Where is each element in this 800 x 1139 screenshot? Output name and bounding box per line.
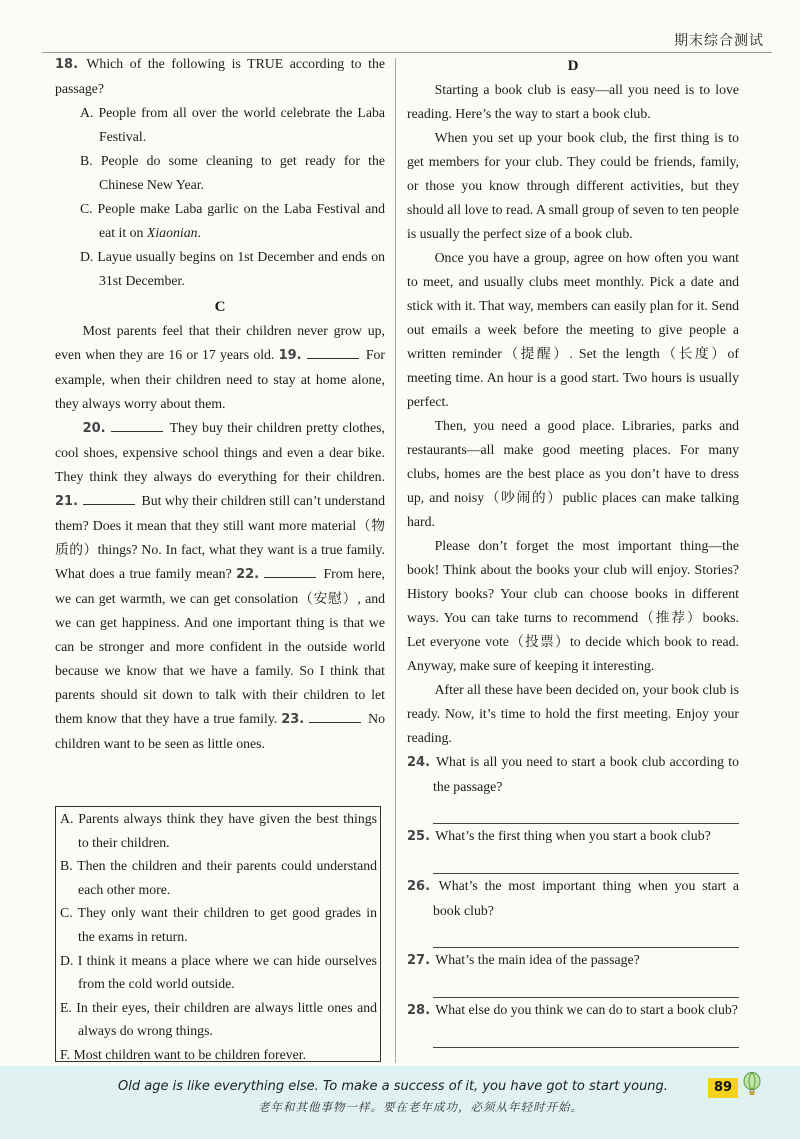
passage-c-paragraph-2 <box>55 416 385 756</box>
passage-text: They buy their children pretty clothes, cool shoes, expensive school things and even a dear bike. They think they always do everything for their children. <box>55 420 385 484</box>
box-option-c: C. They only want their children to get good grades in the exams in return. <box>60 905 377 944</box>
answer-line-25[interactable] <box>433 857 739 874</box>
passage-d-paragraph-5: Please don’t forget the most important thing—the book! Think about the books your club will enjoy. Stories? History books? Your club can choose books in different ways. You can take turns to recommend（推荐）books. Let everyone vote（投票）to decide which book to read. Anyway, make sure of keeping it interesting. <box>407 538 739 673</box>
question-number: 25. <box>407 829 431 844</box>
question-number: 18. <box>55 57 79 72</box>
answer-options-box <box>55 806 381 1062</box>
question-number: 27. <box>407 953 431 968</box>
passage-text: But why their children still can’t understand them? Does it mean that they still want more material（物质的）things? No. In fact, what they want is a true family. What does a true family mean? <box>55 493 385 581</box>
question-text: What’s the most important thing when you start a book club? <box>433 878 739 918</box>
answer-line-28[interactable] <box>433 1031 739 1048</box>
question-18 <box>55 52 385 101</box>
blank-number-19: 19. <box>278 348 302 363</box>
answer-line-26[interactable] <box>433 931 739 948</box>
box-option-b: B. Then the children and their parents could understand each other more. <box>60 858 377 897</box>
question-27 <box>407 948 739 998</box>
option-c-end: . <box>197 225 201 240</box>
column-divider <box>395 58 396 1063</box>
passage-text: Most parents feel that their children never grow up, even when they are 16 or 17 years old. <box>55 323 385 362</box>
box-option-d: D. I think it means a place where we can hide ourselves from the cold world outside. <box>60 952 377 992</box>
question-text: What is all you need to start a book club according to the passage? <box>433 754 739 794</box>
question-25 <box>407 824 739 874</box>
blank-20[interactable] <box>111 418 163 432</box>
option-b: B. People do some cleaning to get ready for the Chinese New Year. <box>80 153 385 192</box>
option-a: A. People from all over the world celebrate the Laba Festival. <box>80 105 385 144</box>
passage-c-paragraph-1 <box>55 319 385 416</box>
blank-number-22: 22. <box>236 567 260 582</box>
passage-d-paragraph-6: After all these have been decided on, your book club is ready. Now, it’s time to hold the first meeting. Enjoy your reading. <box>407 682 739 745</box>
question-text: What’s the first thing when you start a book club? <box>435 828 711 843</box>
blank-19[interactable] <box>307 345 359 359</box>
passage-d-paragraph-2: When you set up your book club, the first thing is to get members for your club. They could be friends, family, or those you know through different activities, but they should all love to read. A small group of seven to ten people is usually the perfect size of a book club. <box>407 130 739 241</box>
question-number: 26. <box>407 879 431 894</box>
section-title-c: C <box>214 299 226 315</box>
option-c-italic: Xiaonian <box>146 225 198 240</box>
box-option-f: F. Most children want to be children forever. <box>60 1046 307 1062</box>
blank-number-20: 20. <box>82 421 106 436</box>
passage-d-paragraph-3: Once you have a group, agree on how often you want to meet, and usually clubs meet monthly. Pick a date and stick with it. That way, members can easily plan for it. Send out emails a week before the meeting to give people a written reminder（提醒）. Set the length（长度）of meeting time. An hour is a good start. Two hours is usually perfect. <box>407 250 739 409</box>
balloon-icon <box>742 1072 762 1096</box>
left-column <box>55 52 385 756</box>
answer-line-27[interactable] <box>433 981 739 998</box>
question-24 <box>407 750 739 824</box>
question-stem: Which of the following is TRUE according to the passage? <box>55 56 386 96</box>
passage-text: No children want to be seen as little ones. <box>55 711 386 751</box>
blank-22[interactable] <box>264 564 316 578</box>
right-column <box>407 52 739 1048</box>
blank-23[interactable] <box>309 709 361 723</box>
footer-quote-english: Old age is like everything else. To make a success of it, you have got to start young. <box>118 1079 668 1094</box>
blank-21[interactable] <box>83 491 135 505</box>
passage-text: For example, when their children need to stay at home alone, they always worry about them. <box>55 347 385 411</box>
option-c <box>55 197 385 245</box>
passage-text: From here, we can get warmth, we can get consolation（安慰）, and we can get happiness. And one important thing is that we can be stronger and more confident in the outside world because we know that we have a family. So I think that parents should sit down to talk with their children to let them know that they have a true family. <box>55 566 385 726</box>
box-option-a: A. Parents always think they have given the best things to their children. <box>60 811 377 850</box>
section-title-d: D <box>567 58 579 74</box>
footer-quote-chinese: 老年和其他事物一样。要在老年成功，必须从年轻时开始。 <box>258 1100 583 1114</box>
passage-d-paragraph-1: Starting a book club is easy—all you need is to love reading. Here’s the way to start a book club. <box>407 82 739 121</box>
question-28 <box>407 998 739 1048</box>
page-number: 89 <box>708 1078 738 1098</box>
question-text: What else do you think we can do to start a book club? <box>435 1002 738 1017</box>
answer-line-24[interactable] <box>433 807 739 824</box>
box-option-e: E. In their eyes, their children are always little ones and always do wrong things. <box>60 999 377 1039</box>
page-header-title: 期末综合测试 <box>674 33 764 49</box>
blank-number-23: 23. <box>281 712 305 727</box>
question-26 <box>407 874 739 948</box>
question-number: 24. <box>407 755 431 770</box>
question-text: What’s the main idea of the passage? <box>435 952 640 967</box>
option-c-text: C. People make Laba garlic on the Laba Festival and eat it on <box>80 201 385 240</box>
question-number: 28. <box>407 1003 431 1018</box>
option-d: D. Layue usually begins on 1st December and ends on 31st December. <box>80 249 385 288</box>
blank-number-21: 21. <box>55 494 79 509</box>
passage-d-paragraph-4: Then, you need a good place. Libraries, parks and restaurants—all make good meeting places. For many clubs, homes are the best place as you don’t have to dress up, and noisy（吵闹的）public places can make talking hard. <box>407 418 739 529</box>
